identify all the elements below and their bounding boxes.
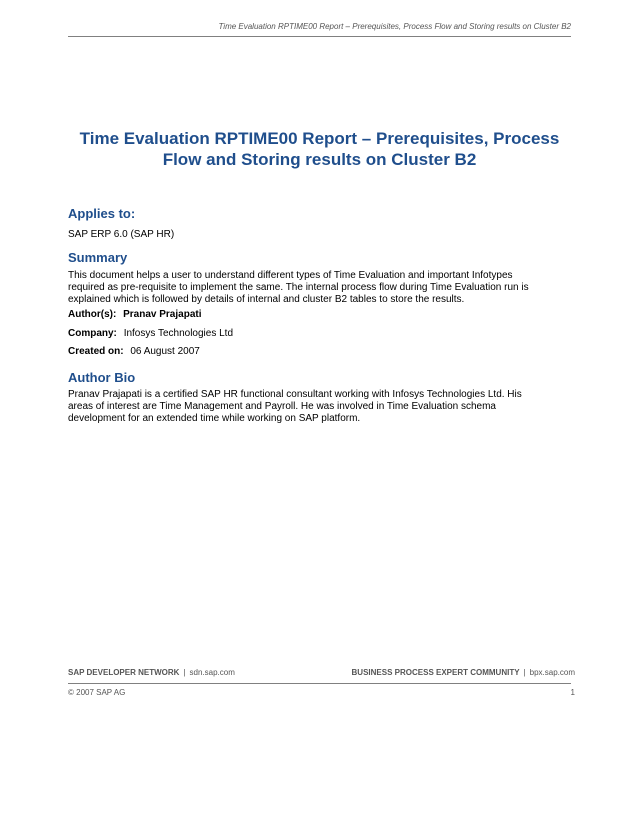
created-label: Created on: — [68, 346, 124, 357]
authors-value: Pranav Prajapati — [123, 309, 202, 320]
summary-line: required as pre-requisite to implement the same. The internal process flow during Time Evaluation run is — [68, 282, 529, 293]
running-header: Time Evaluation RPTIME00 Report – Prerequisites, Process Flow and Storing results on Cluster B2 — [218, 22, 571, 31]
author-bio-line: areas of interest are Time Management and Payroll. He was involved in Time Evaluation schema — [68, 401, 496, 412]
summary-heading: Summary — [68, 250, 128, 265]
author-bio-paragraph — [68, 389, 568, 425]
footer-divider — [68, 683, 571, 684]
author-bio-line: development for an extended time while working on SAP platform. — [68, 413, 361, 424]
summary-line: This document helps a user to understand different types of Time Evaluation and important Infotypes — [68, 270, 513, 281]
applies-to-text: SAP ERP 6.0 (SAP HR) — [68, 229, 175, 240]
created-value: 06 August 2007 — [130, 346, 200, 357]
author-bio-line: Pranav Prajapati is a certified SAP HR functional consultant working with Infosys Technologies Ltd. His — [68, 389, 522, 400]
authors-label: Author(s): — [68, 309, 117, 320]
company-line — [68, 328, 233, 339]
document-title-line-1: Time Evaluation RPTIME00 Report – Prerequisites, Process — [79, 129, 560, 148]
authors-line — [68, 309, 201, 320]
document-title — [68, 128, 571, 170]
company-label: Company: — [68, 328, 117, 339]
author-bio-heading: Author Bio — [68, 370, 136, 385]
footer-left-group — [68, 668, 235, 677]
created-line — [68, 346, 200, 357]
bpx-link[interactable]: bpx.sap.com — [529, 668, 575, 677]
page-number: 1 — [570, 688, 575, 697]
summary-paragraph — [68, 270, 568, 306]
footer-separator: | — [183, 668, 186, 677]
applies-to-heading: Applies to: — [68, 206, 136, 221]
copyright-line — [68, 688, 575, 697]
sdn-label: SAP DEVELOPER NETWORK — [68, 668, 180, 677]
company-value: Infosys Technologies Ltd — [123, 328, 234, 339]
sdn-link[interactable]: sdn.sap.com — [189, 668, 235, 677]
document-title-line-2: Flow and Storing results on Cluster B2 — [162, 150, 477, 169]
header-divider — [68, 36, 571, 37]
copyright-text: © 2007 SAP AG — [68, 688, 126, 697]
footer-right-group — [352, 668, 575, 677]
summary-line: explained which is followed by details of internal and cluster B2 tables to store the results. — [68, 294, 465, 305]
footer-separator: | — [523, 668, 526, 677]
bpx-label: BUSINESS PROCESS EXPERT COMMUNITY — [351, 668, 520, 677]
